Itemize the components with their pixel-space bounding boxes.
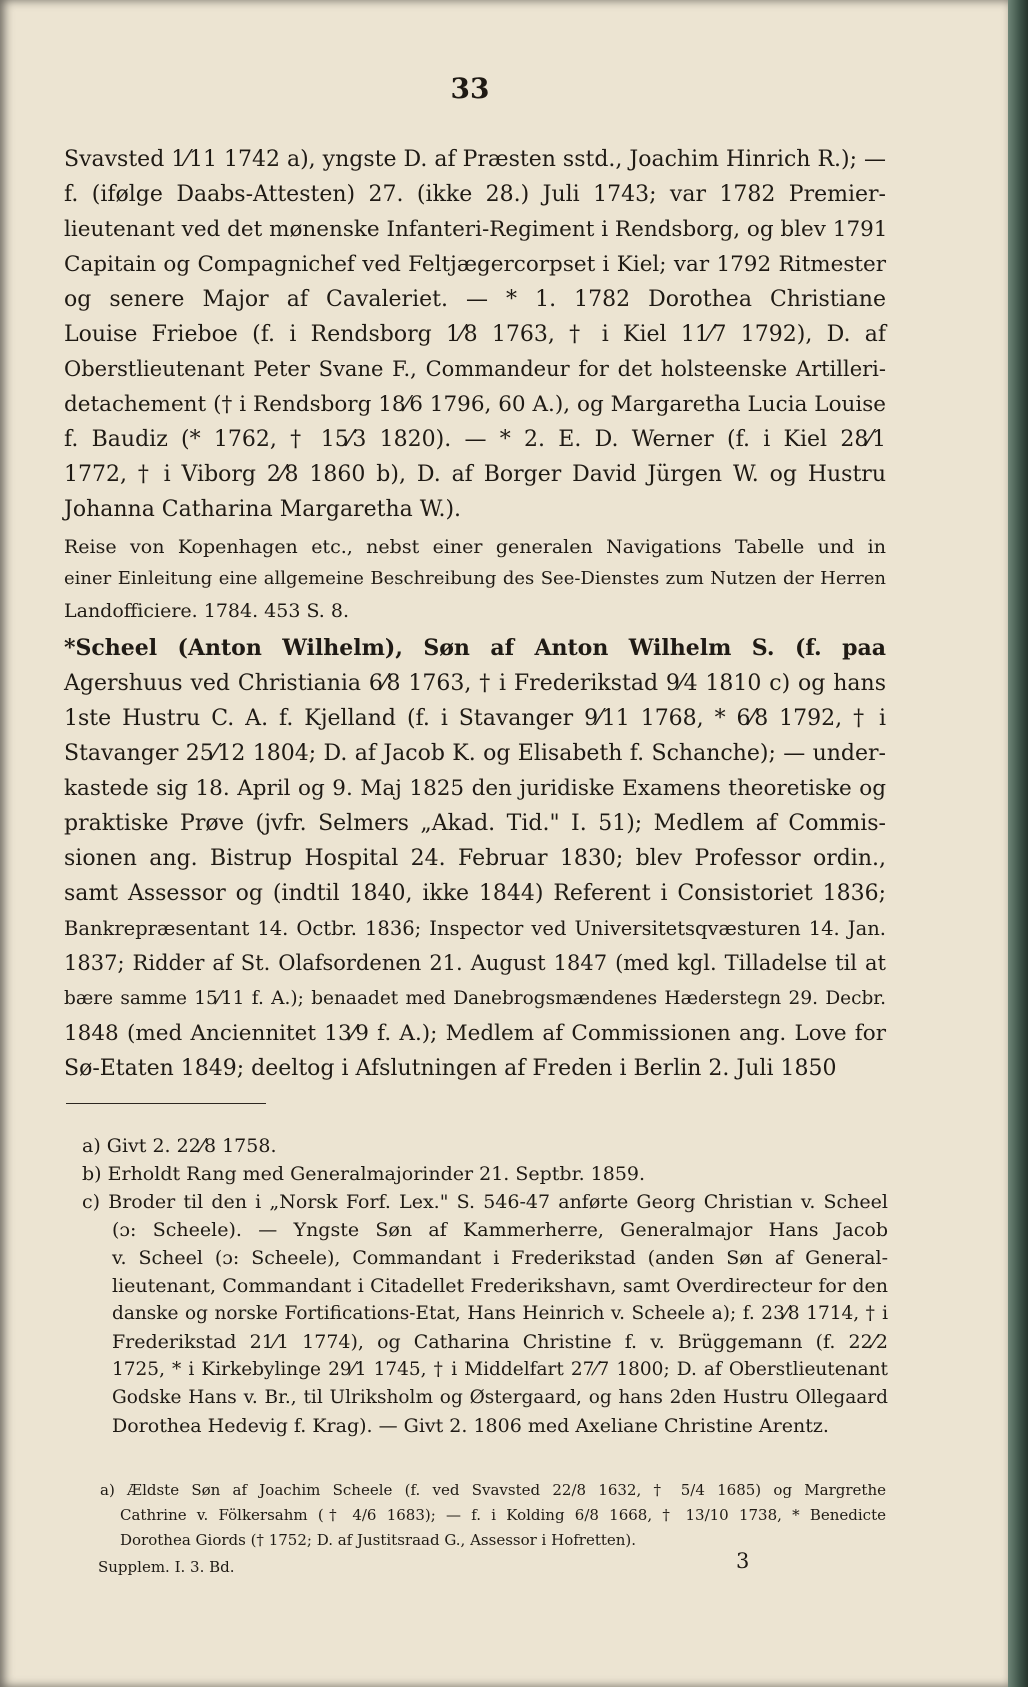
footnote-line: Godske Hans v. Br., til Ulriksholm og Østergaard, og hans 2den Hustru Ollegaard [112, 1387, 888, 1408]
publication-line: Landofficiere. 1784. 453 S. 8. [64, 600, 350, 622]
text-line: Agershuus ved Christiania 6⁄8 1763, † i Frederikstad 9⁄4 1810 c) og hans [64, 671, 886, 696]
text-line: lieutenant ved det mønenske Infanteri-Regiment i Rendsborg, og blev 1791 [64, 217, 888, 242]
footnote-line: 1725, * i Kirkebylinge 29⁄1 1745, † i Middelfart 27⁄7 1800; D. af Oberstlieutenant [112, 1359, 888, 1380]
text-line: og senere Major af Cavaleriet. — * 1. 1782 Dorothea Christiane [64, 287, 886, 312]
publication-line: einer Einleitung eine allgemeine Beschreibung des See-Dienstes zum Nutzen der Herren [64, 568, 886, 589]
footnote-line: a) Givt 2. 22⁄8 1758. [82, 1135, 277, 1157]
text-line: Svavsted 1⁄11 1742 a), yngste D. af Præsten sstd., Joachim Hinrich R.); — [64, 147, 886, 172]
subfootnote-block [100, 1478, 886, 1553]
subfootnote-line: a) Ældste Søn af Joachim Scheele (f. ved Svavsted 22/8 1632, † 5/4 1685) og Margrethe [100, 1481, 886, 1499]
book-binding-edge [1008, 0, 1028, 1687]
footnote-line: b) Erholdt Rang med Generalmajorinder 21. Septbr. 1859. [82, 1163, 646, 1185]
text-line: Oberstlieutenant Peter Svane F., Commandeur for det holsteenske Artilleri- [64, 357, 886, 381]
footnote-line: danske og norske Fortifications-Etat, Hans Heinrich v. Scheele a); f. 23⁄8 1714, † i [112, 1303, 888, 1324]
text-line: sionen ang. Bistrup Hospital 24. Februar 1830; blev Professor ordin., [64, 846, 886, 871]
footnote-line: Dorothea Hedevig f. Krag). — Givt 2. 1806 med Axeliane Christine Arentz. [112, 1415, 829, 1437]
text-line: Louise Frieboe (f. i Rendsborg 1⁄8 1763, † i Kiel 11⁄7 1792), D. af [64, 322, 886, 347]
text-line: detachement († i Rendsborg 18⁄6 1796, 60 A.), og Margaretha Lucia Louise [64, 392, 886, 417]
subfootnote-line: Dorothea Giords († 1752; D. af Justitsraad G., Assessor i Hofretten). [120, 1531, 637, 1549]
text-line: Sø-Etaten 1849; deeltog i Afslutningen af Freden i Berlin 2. Juli 1850 [64, 1056, 837, 1081]
text-line: praktiske Prøve (jvfr. Selmers „Akad. Tid." I. 51); Medlem af Commis- [64, 811, 886, 836]
footnote-line: Frederikstad 21⁄1 1774), og Catharina Christine f. v. Brüggemann (f. 22⁄2 [112, 1331, 888, 1353]
text-line: Bankrepræsentant 14. Octbr. 1836; Inspector ved Universitetsqvæsturen 14. Jan. [64, 917, 886, 940]
text-line: 1ste Hustru C. A. f. Kjelland (f. i Stavanger 9⁄11 1768, * 6⁄8 1792, † i [64, 706, 886, 731]
text-line: 1837; Ridder af St. Olafsordenen 21. August 1847 (med kgl. Tilladelse til at [64, 951, 886, 975]
text-line: samt Assessor og (indtil 1840, ikke 1844) Referent i Consistoriet 1836; [64, 881, 886, 906]
text-line: 1772, † i Viborg 2⁄8 1860 b), D. af Borger David Jürgen W. og Hustru [64, 462, 886, 487]
footnote-line: v. Scheel (ɔ: Scheele), Commandant i Frederikstad (anden Søn af General- [112, 1247, 888, 1269]
text-line: Johanna Catharina Margaretha W.). [64, 497, 462, 522]
main-text-block [64, 142, 886, 1086]
footnote-line: lieutenant, Commandant i Citadellet Frederikshavn, samt Overdirecteur for den [112, 1275, 888, 1297]
text-line: f. (ifølge Daabs-Attesten) 27. (ikke 28.) Juli 1743; var 1782 Premier- [64, 182, 886, 207]
footnote-line: (ɔ: Scheele). — Yngste Søn af Kammerherre, Generalmajor Hans Jacob [112, 1219, 888, 1241]
printer-signature: Supplem. I. 3. Bd. [98, 1558, 235, 1576]
subfootnote-line: Cathrine v. Fölkersahm († 4/6 1683); — f. i Kolding 6/8 1668, † 13/10 1738, * Benedicte [120, 1506, 886, 1524]
sheet-number: 3 [736, 1549, 750, 1573]
page-number: 33 [450, 72, 490, 105]
text-line: Stavanger 25⁄12 1804; D. af Jacob K. og Elisabeth f. Schanche); — under- [64, 741, 886, 766]
publication-line: Reise von Kopenhagen etc., nebst einer generalen Navigations Tabelle und in [64, 536, 886, 558]
text-line: kastede sig 18. April og 9. Maj 1825 den juridiske Examens theoretiske og [64, 776, 886, 801]
text-line: f. Baudiz (* 1762, † 15⁄3 1820). — * 2. E. D. Werner (f. i Kiel 28⁄1 [64, 427, 886, 452]
entry-heading-line: *Scheel (Anton Wilhelm), Søn af Anton Wilhelm S. (f. paa [64, 635, 886, 661]
footnote-rule [66, 1103, 266, 1104]
footnotes-block [82, 1132, 888, 1440]
text-line: bære samme 15⁄11 f. A.); benaadet med Danebrogsmændenes Hæderstegn 29. Decbr. [64, 988, 886, 1009]
text-line: Capitain og Compagnichef ved Feltjægercorpset i Kiel; var 1792 Ritmester [64, 252, 886, 277]
text-line: 1848 (med Anciennitet 13⁄9 f. A.); Medlem af Commissionen ang. Love for [64, 1021, 886, 1046]
footnote-line: c) Broder til den i „Norsk Forf. Lex." S. 546-47 anførte Georg Christian v. Scheel [82, 1191, 888, 1213]
